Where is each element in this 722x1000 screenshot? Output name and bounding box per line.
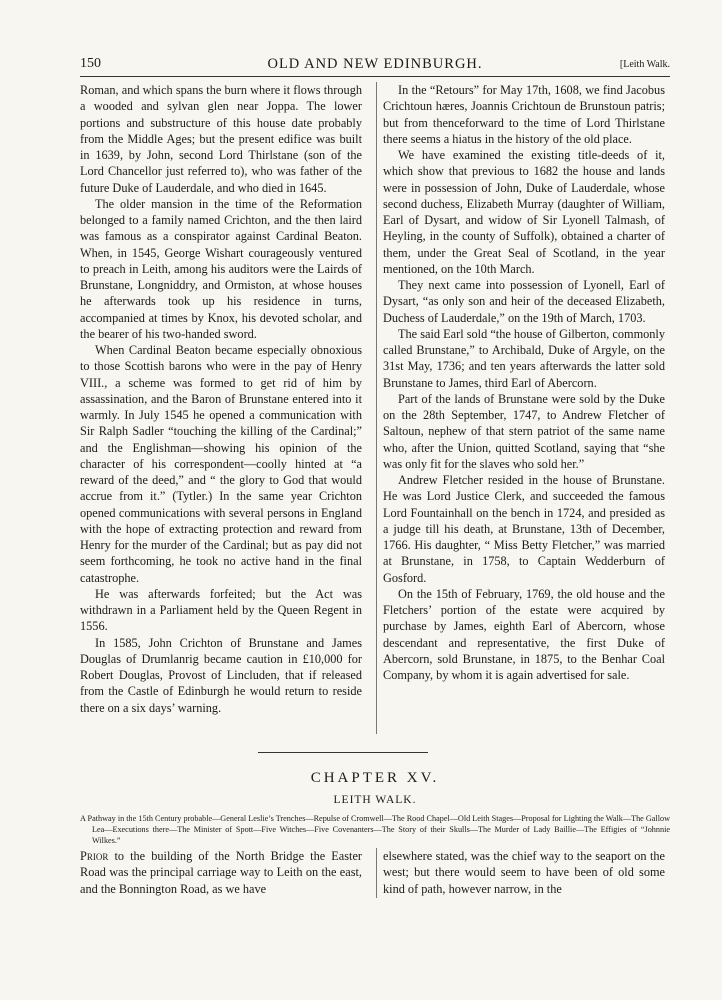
paragraph: They next came into possession of Lyonell, Earl of Dysart, “as only son and heir of the deceased Elizabeth, Duchess of Lauderdale,” on the 19th of March, 1703. — [383, 278, 665, 325]
paragraph: Part of the lands of Brunstane were sold by the Duke on the 28th September, 1747, to Andrew Fletcher of Saltoun, nephew of that stern patriot of the same name who, after the Union, quitted Scotland, saying that “she was only fit for the slaves who sold her.” — [383, 391, 665, 471]
opening-paragraph — [80, 848, 362, 897]
paragraph: The older mansion in the time of the Reformation belonged to a family named Crichton, and the then laird was famous as a conspirator against Cardinal Beaton. When, in 1545, George Wishart courageously ventured to preach in Leith, among his auditors were the Lairds of Brunstane, Longniddry, and Ormiston, at whose houses he afterwards took up his residence in turns, accompanied at times by Knox, his devoted scholar, and the bearer of his two-handed sword. — [80, 196, 362, 341]
header-rule — [80, 76, 670, 77]
paragraph: When Cardinal Beaton became especially obnoxious to those Scottish barons who were in the pay of Henry VIII., a scheme was formed to get rid of him by assassination, and the Baron of Brunstane entered into it warmly. In July 1545 he opened a communication with Sir Ralph Sadler “touching the killing of the Cardinal;” and the Englishman—showing his opinion of the character of his correspondent—coolly hinted at “a reward of the deed,” and “ the glory to God that would accrue from it.” (Tytler.) In the same year Crichton opened communications with several persons in England with the hope of extracting protection and reward from Henry for the murder of the Cardinal; but as pay did not seem forthcoming, he took no active hand in the final catastrophe. — [80, 343, 362, 585]
paragraph: Andrew Fletcher resided in the house of Brunstane. He was Lord Justice Clerk, and succeeded the famous Lord Fountainhall on the bench in 1724, and presided as a judge till his death, at Brunstane, 13th of December, 1766. His daughter, “ Miss Betty Fletcher,” was married at Brunstane, in 1758, to Captain Wedderburn of Gosford. — [383, 473, 665, 585]
column-divider — [376, 82, 377, 734]
section-label: [Leith Walk. — [619, 59, 670, 70]
running-header — [80, 55, 670, 73]
running-title: OLD AND NEW EDINBURGH. — [267, 56, 483, 72]
paragraph: The said Earl sold “the house of Gilberton, commonly called Brunstane,” to Archibald, Duke of Argyle, on the 31st May, 1736; and ten years afterwards the latter sold Brunstane to James, third Earl of Abercorn. — [383, 326, 665, 390]
opening-word: Prior — [80, 849, 109, 863]
chapter-title: LEITH WALK. — [333, 794, 417, 806]
chapter-opening-right — [383, 848, 665, 897]
paragraph: In the “Retours” for May 17th, 1608, we find Jacobus Crichtoun hæres, Joannis Crichtoun de Brunstoun patris; but from thenceforward to the time of Lord Thirlstane there seems a hiatus in the history of the old place. — [383, 83, 665, 146]
chapter-summary-text: A Pathway in the 15th Century probable—General Leslie’s Trenches—Repulse of Cromwell—The Rood Chapel—Old Leith Stages—Proposal for Lighting the Walk—The Gallow Lea—Executions there—The Minister of Spott—Five Witches—Five Covenanters—The Story of their Skulls—The Murder of Lady Baillie—The Effigies of “Johnnie Wilkes.” — [80, 814, 670, 845]
left-column — [80, 82, 362, 716]
chapter-number: CHAPTER XV. — [310, 770, 440, 786]
paragraph: Roman, and which spans the burn where it flows through a wooded and sylvan glen near Joppa. The lower portions and substructure of this house date probably from the Middle Ages; but the present edifice was built in 1639, by John, second Lord Thirlstane (son of the Lord Chancellor just referred to), who was father of the future Duke of Lauderdale, and who died in 1645. — [80, 83, 362, 195]
opening-continuation: elsewhere stated, was the chief way to the seaport on the west; but there would seem to have been of old some kind of path, however narrow, in the — [383, 849, 665, 896]
chapter-summary — [80, 813, 670, 846]
chapter-opening-left — [80, 848, 362, 897]
column-divider — [376, 848, 377, 898]
paragraph: On the 15th of February, 1769, the old house and the Fletchers’ portion of the estate were acquired by purchase by James, eighth Earl of Abercorn, whose descendant and representative, the first Duke of Abercorn, sold Brunstane, in 1875, to the Benhar Coal Company, by whom it is again advertised for sale. — [383, 586, 665, 682]
section-separator — [258, 752, 428, 753]
paragraph: In 1585, John Crichton of Brunstane and James Douglas of Drumlanrig became caution in £10,000 for Robert Douglas, Provost of Lincluden, that if released from the Castle of Edinburgh he would return to reside there on a six days’ warning. — [80, 635, 362, 715]
page-number: 150 — [80, 56, 101, 71]
right-column — [383, 82, 665, 683]
opening-text: to the building of the North Bridge the Easter Road was the principal carriage way to Leith on the east, and the Bonnington Road, as we have — [80, 849, 362, 896]
paragraph: We have examined the existing title-deeds of it, which show that previous to 1682 the house and lands were in possession of John, Duke of Lauderdale, whose second duchess, Elizabeth Murray (daughter of William, Earl of Dysart, and widow of Sir Lyonell Talmash, of Heyling, in the county of Suffolk), obtained a charter of them, under the Great Seal of Scotland, in the year mentioned, on the 10th March. — [383, 148, 665, 276]
paragraph: He was afterwards forfeited; but the Act was withdrawn in a Parliament held by the Queen Regent in 1556. — [80, 586, 362, 634]
